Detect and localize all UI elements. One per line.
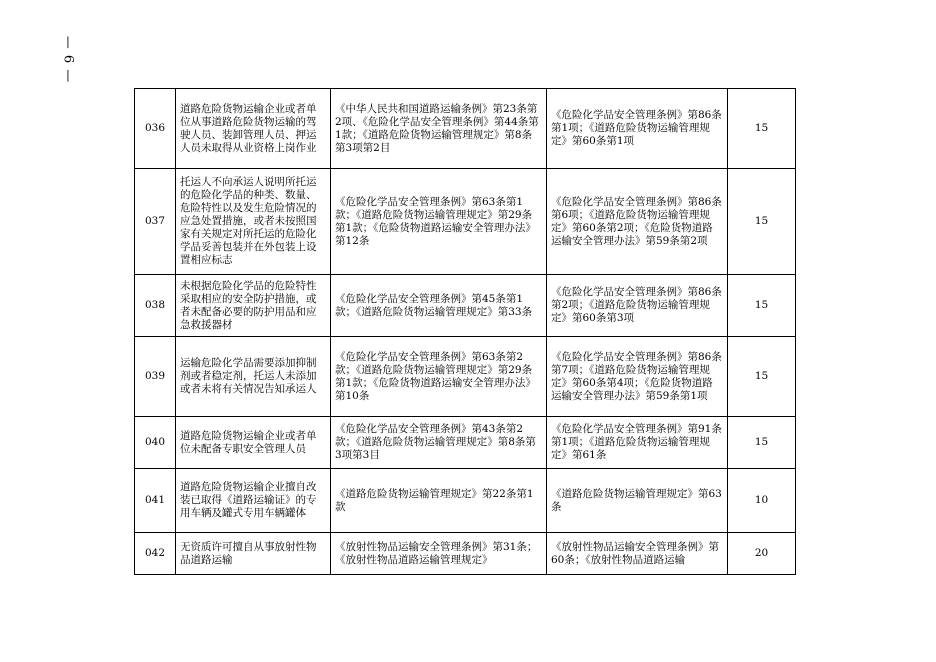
violation-cell: 无资质许可擅自从事放射性物品道路运输 <box>176 533 331 575</box>
penalty-basis-cell: 《危险化学品安全管理条例》第86条第7项；《道路危险货物运输管理规定》第60条第4项；《危险货物道路运输安全管理办法》第59条第1项 <box>547 337 728 417</box>
violation-cell: 道路危险货物运输企业擅自改装已取得《道路运输证》的专用车辆及罐式专用车辆罐体 <box>176 469 331 533</box>
legal-basis-cell: 《道路危险货物运输管理规定》第22条第1款 <box>331 469 547 533</box>
row-number: 038 <box>135 275 176 337</box>
legal-basis-cell: 《中华人民共和国道路运输条例》第23条第2项、《危险化学品安全管理条例》第44条第1款；《道路危险货物运输管理规定》第8条第3项第2目 <box>331 89 547 169</box>
row-number: 040 <box>135 417 176 469</box>
penalty-basis-cell: 《道路危险货物运输管理规定》第63条 <box>547 469 728 533</box>
row-number: 041 <box>135 469 176 533</box>
regulation-table <box>134 88 796 575</box>
penalty-basis-cell: 《危险化学品安全管理条例》第86条第2项；《道路危险货物运输管理规定》第60条第3项 <box>547 275 728 337</box>
legal-basis-text: 《放射性物品运输安全管理条例》第31条；《放射性物品道路运输管理规定》 <box>335 540 538 566</box>
legal-basis-cell: 《危险化学品安全管理条例》第63条第2款；《道路危险货物运输管理规定》第29条第1款；《危险货物道路运输安全管理办法》第10条 <box>331 337 547 417</box>
penalty-basis-cell: 《危险化学品安全管理条例》第86条第6项；《道路危险货物运输管理规定》第60条第2项；《危险货物道路运输安全管理办法》第59条第2项 <box>547 169 728 275</box>
score-cell: 15 <box>728 275 796 337</box>
table-row <box>135 337 796 417</box>
score-cell: 15 <box>728 89 796 169</box>
table-row <box>135 89 796 169</box>
row-number: 042 <box>135 533 176 575</box>
legal-basis-cell: 《危险化学品安全管理条例》第43条第2款；《道路危险货物运输管理规定》第8条第3项第3目 <box>331 417 547 469</box>
penalty-basis-cell: 《危险化学品安全管理条例》第86条第1项；《道路危险货物运输管理规定》第60条第1项 <box>547 89 728 169</box>
table-row <box>135 533 796 575</box>
score-cell: 15 <box>728 337 796 417</box>
score-cell: 15 <box>728 417 796 469</box>
row-number: 037 <box>135 169 176 275</box>
table-row <box>135 417 796 469</box>
score-cell: 20 <box>728 533 796 575</box>
penalty-basis-text: 《放射性物品运输安全管理条例》第60条；《放射性物品道路运输 <box>551 540 719 566</box>
table-row <box>135 275 796 337</box>
score-cell: 10 <box>728 469 796 533</box>
violation-cell: 运输危险化学品需要添加抑制剂或者稳定剂，托运人未添加或者未将有关情况告知承运人 <box>176 337 331 417</box>
penalty-basis-cell: 《危险化学品安全管理条例》第91条第1项；《道路危险货物运输管理规定》第61条 <box>547 417 728 469</box>
legal-basis-cell: 《危险化学品安全管理条例》第45条第1款；《道路危险货物运输管理规定》第33条 <box>331 275 547 337</box>
penalty-basis-cell <box>547 533 728 575</box>
legal-basis-cell <box>331 533 547 575</box>
row-number: 036 <box>135 89 176 169</box>
row-number: 039 <box>135 337 176 417</box>
page-number-text: — 6 — <box>60 35 76 83</box>
violation-cell: 道路危险货物运输企业或者单位从事道路危险货物运输的驾驶人员、装卸管理人员、押运人员未取得从业资格上岗作业 <box>176 89 331 169</box>
score-cell: 15 <box>728 169 796 275</box>
legal-basis-cell: 《危险化学品安全管理条例》第63条第1款；《道路危险货物运输管理规定》第29条第1款；《危险货物道路运输安全管理办法》第12条 <box>331 169 547 275</box>
page-number <box>58 34 78 84</box>
table-row <box>135 169 796 275</box>
violation-cell: 道路危险货物运输企业或者单位未配备专职安全管理人员 <box>176 417 331 469</box>
violation-cell: 未根据危险化学品的危险特性采取相应的安全防护措施，或者未配备必要的防护用品和应急救援器材 <box>176 275 331 337</box>
table-row <box>135 469 796 533</box>
violation-cell: 托运人不向承运人说明所托运的危险化学品的种类、数量、危险特性以及发生危险情况的应急处置措施，或者未按照国家有关规定对所托运的危险化学品妥善包装并在外包装上设置相应标志 <box>176 169 331 275</box>
